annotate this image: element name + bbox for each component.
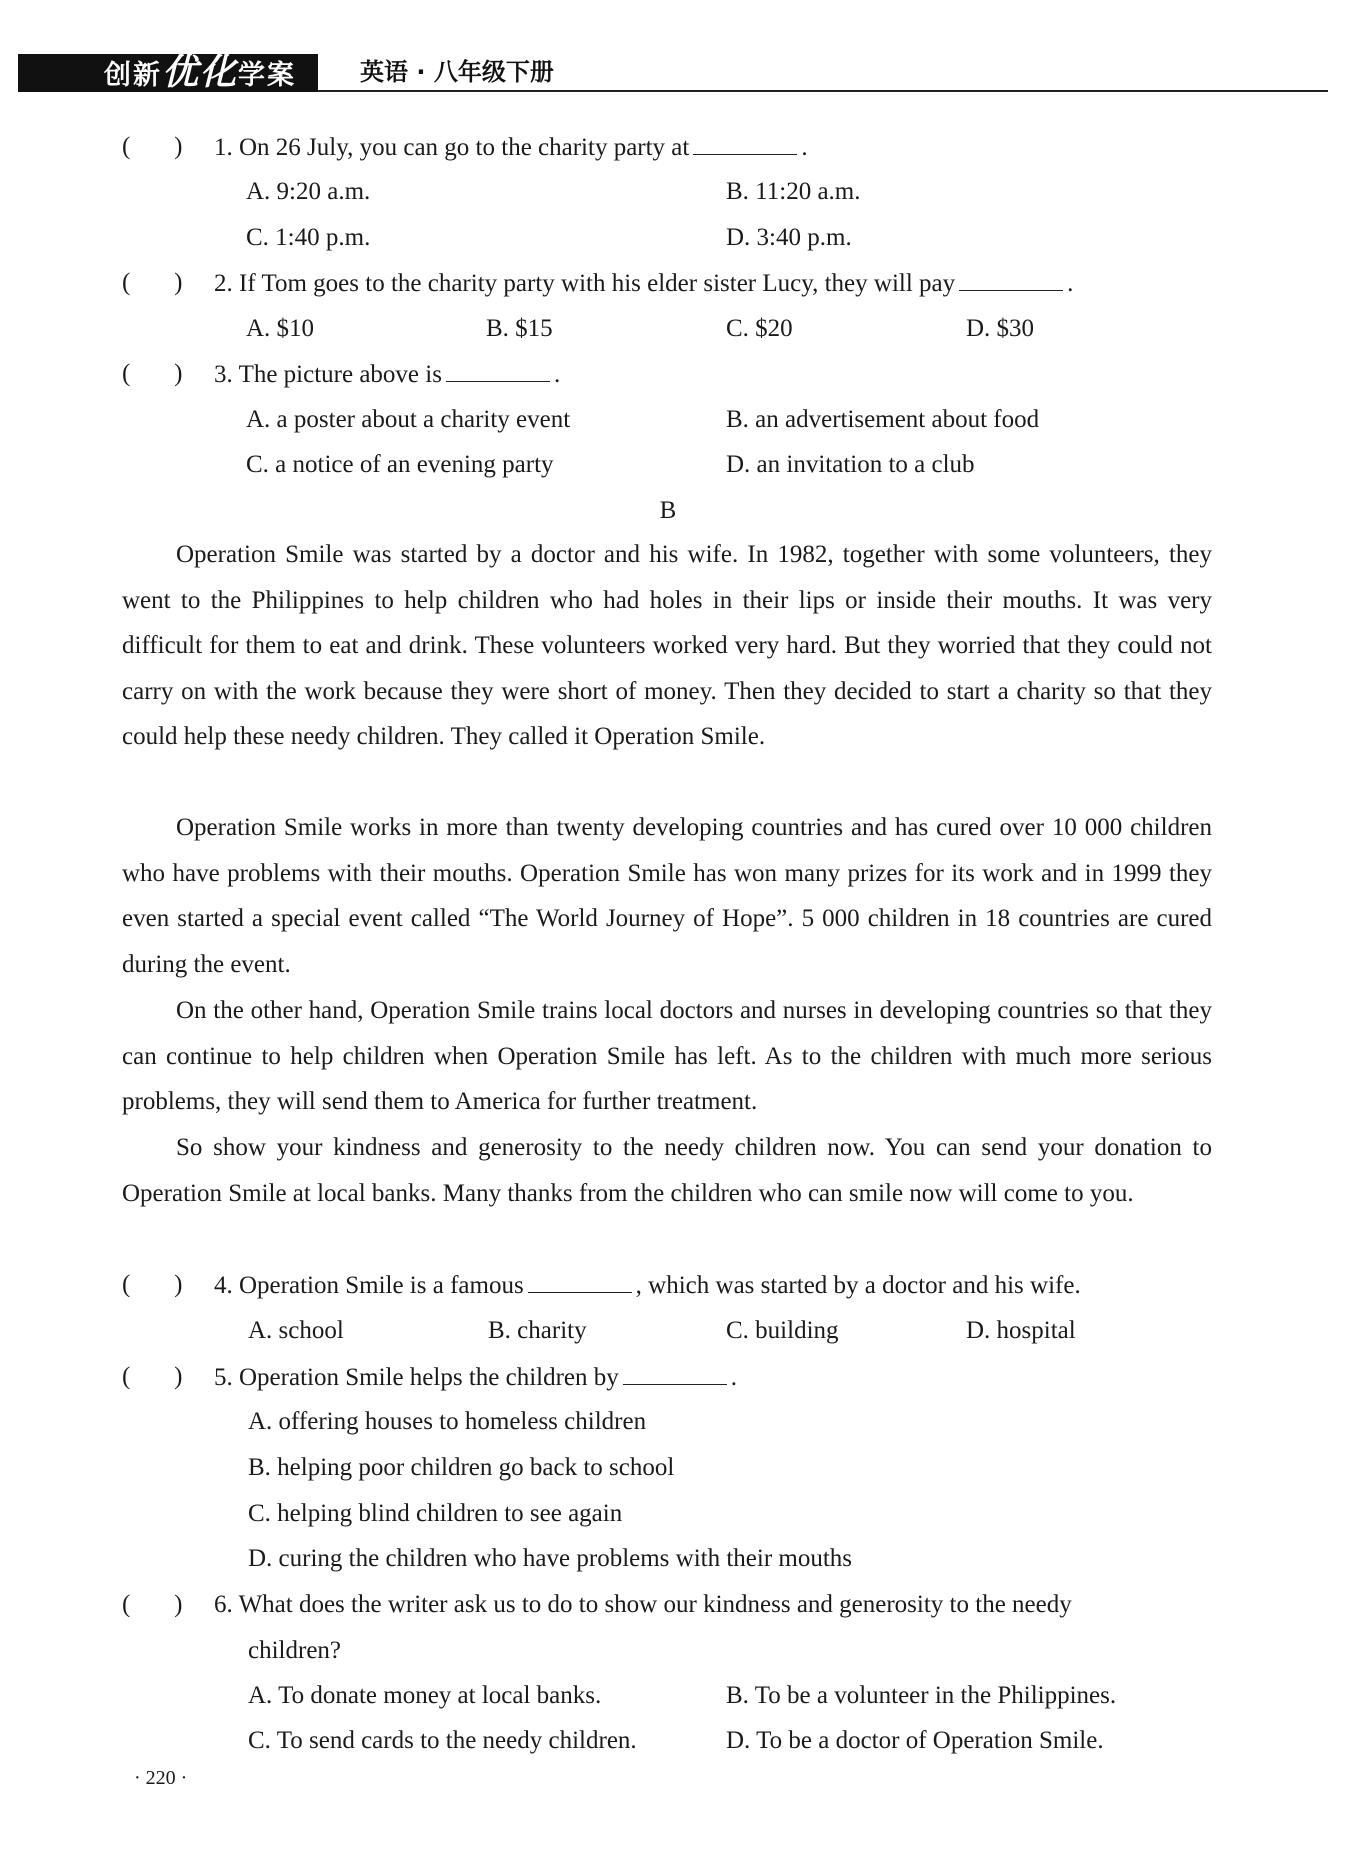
- question-2: 2. If Tom goes to the charity party with his elder sister Lucy, they will pay .: [214, 270, 1074, 297]
- answer-paren[interactable]: ( ): [122, 1271, 183, 1298]
- header-rule: [318, 90, 1328, 92]
- option: B. charity: [488, 1317, 587, 1344]
- option: C. a notice of an evening party: [246, 451, 554, 478]
- option: C. To send cards to the needy children.: [248, 1727, 637, 1754]
- answer-paren[interactable]: ( ): [122, 1363, 183, 1390]
- answer-paren[interactable]: ( ): [122, 269, 183, 296]
- answer-paren[interactable]: ( ): [122, 133, 183, 160]
- option: C. 1:40 p.m.: [246, 224, 371, 251]
- answer-blank[interactable]: [623, 1362, 727, 1385]
- option: D. $30: [966, 315, 1035, 342]
- brand-logo: 创新优化学案: [18, 54, 318, 92]
- answer-blank[interactable]: [446, 359, 550, 382]
- passage-paragraph: So show your kindness and generosity to the needy children now. You can send your donation to Operation Smile at local banks. Many thanks from the children who can smile now will come to you.: [122, 1134, 1212, 1207]
- option: A. offering houses to homeless children: [248, 1408, 647, 1435]
- question-1: 1. On 26 July, you can go to the charity party at .: [214, 134, 808, 161]
- passage-paragraph: Operation Smile was started by a doctor and his wife. In 1982, together with some volunteers, they went to the Philippines to help children who had holes in their lips or inside their mouths. It was very difficult for them to eat and drink. These volunteers worked very hard. But they worried that they could not carry on with the work because they were short of money. Then they decided to start a charity so that they could help these needy children. They called it Operation Smile.: [122, 541, 1212, 751]
- passage-paragraph: On the other hand, Operation Smile trains local doctors and nurses in developing countries so that they can continue to help children when Operation Smile has left. As to the children with much more serious problems, they will send them to America for further treatment.: [122, 997, 1212, 1116]
- page-number: · 220 ·: [134, 1767, 188, 1789]
- option: A. a poster about a charity event: [246, 406, 571, 433]
- option: D. hospital: [966, 1317, 1076, 1344]
- question-3: 3. The picture above is .: [214, 361, 561, 388]
- option: B. helping poor children go back to school: [248, 1454, 675, 1481]
- option: A. 9:20 a.m.: [246, 178, 371, 205]
- option: C. helping blind children to see again: [248, 1500, 623, 1527]
- answer-blank[interactable]: [528, 1270, 632, 1293]
- passage-paragraph: Operation Smile works in more than twenty developing countries and has cured over 10 000 children who have problems with their mouths. Operation Smile has won many prizes for its work and in 1999 they even started a special event called “The World Journey of Hope”. 5 000 children in 18 countries are cured during the event.: [122, 814, 1212, 978]
- answer-blank[interactable]: [959, 268, 1063, 291]
- option: D. curing the children who have problems with their mouths: [248, 1545, 853, 1572]
- page-header: [18, 46, 1328, 94]
- question-5: 5. Operation Smile helps the children by .: [214, 1364, 738, 1391]
- answer-paren[interactable]: ( ): [122, 1591, 183, 1618]
- section-heading: B: [659, 497, 677, 524]
- option: D. To be a doctor of Operation Smile.: [726, 1727, 1104, 1754]
- answer-blank[interactable]: [693, 132, 797, 155]
- option: B. $15: [486, 315, 553, 342]
- option: C. building: [726, 1317, 839, 1344]
- option: B. an advertisement about food: [726, 406, 1040, 433]
- question-6: 6. What does the writer ask us to do to show our kindness and generosity to the needy: [214, 1591, 1072, 1618]
- question-4: 4. Operation Smile is a famous , which was started by a doctor and his wife.: [214, 1272, 1081, 1299]
- subject-title: 英语 · 八年级下册: [360, 58, 554, 86]
- option: D. an invitation to a club: [726, 451, 975, 478]
- answer-paren[interactable]: ( ): [122, 360, 183, 387]
- option: B. To be a volunteer in the Philippines.: [726, 1682, 1117, 1709]
- option: A. school: [248, 1317, 344, 1344]
- question-6-continued: children?: [248, 1637, 342, 1664]
- option: A. To donate money at local banks.: [248, 1682, 602, 1709]
- option: D. 3:40 p.m.: [726, 224, 852, 251]
- option: B. 11:20 a.m.: [726, 178, 861, 205]
- option: A. $10: [246, 315, 315, 342]
- option: C. $20: [726, 315, 793, 342]
